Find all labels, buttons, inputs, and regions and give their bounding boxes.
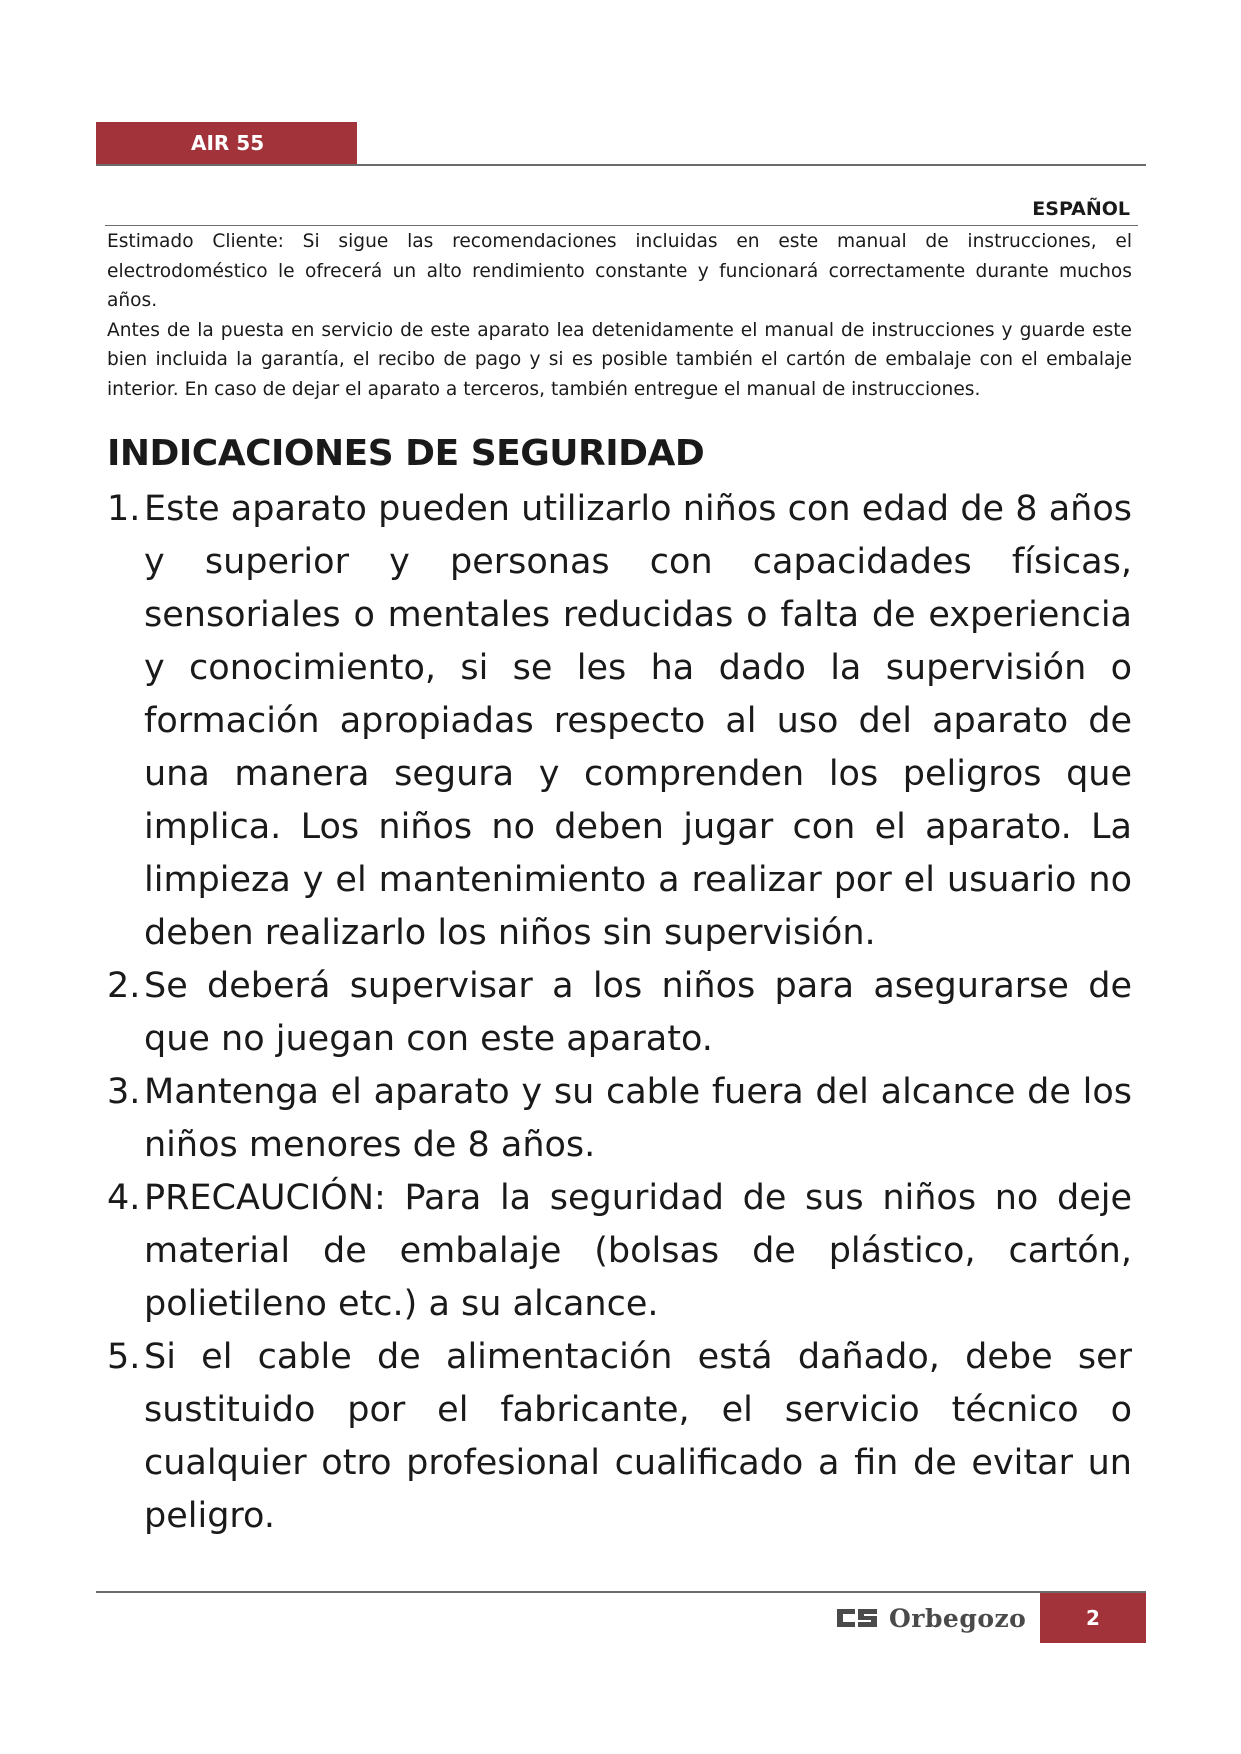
safety-section-title: INDICACIONES DE SEGURIDAD (107, 433, 705, 474)
safety-item-number: 1. (107, 489, 141, 529)
model-name: AIR 55 (191, 131, 265, 155)
safety-item-number: 2. (107, 966, 141, 1006)
safety-item-number: 5. (107, 1337, 141, 1377)
header-divider (96, 164, 1146, 166)
safety-item (107, 1172, 1132, 1331)
brand-logo (835, 1593, 1035, 1643)
safety-item-number: 4. (107, 1178, 141, 1218)
safety-item (107, 483, 1132, 960)
model-header-tab (96, 122, 357, 164)
safety-item (107, 1066, 1132, 1172)
safety-item-text: PRECAUCIÓN: Para la seguridad de sus niños no deje material de embalaje (bolsas de plástico, cartón, polietileno etc.) a su alcance. (144, 1178, 1132, 1324)
page-number-box (1040, 1593, 1146, 1643)
safety-item (107, 960, 1132, 1066)
intro-paragraph-1: Estimado Cliente: Si sigue las recomendaciones incluidas en este manual de instrucciones, el electrodoméstico le ofrecerá un alto rendimiento constante y funcionará correctamente durante muchos años. (107, 231, 1132, 311)
safety-list (107, 483, 1132, 1543)
brand-mark-icon (835, 1606, 879, 1630)
safety-item (107, 1331, 1132, 1543)
language-divider (105, 225, 1138, 226)
page-number: 2 (1086, 1606, 1100, 1630)
intro-section (107, 227, 1132, 404)
safety-item-text: Si el cable de alimentación está dañado, debe ser sustituido por el fabricante, el servicio técnico o cualquier otro profesional cualificado a fin de evitar un peligro. (144, 1337, 1132, 1536)
safety-item-number: 3. (107, 1072, 141, 1112)
safety-item-text: Mantenga el aparato y su cable fuera del alcance de los niños menores de 8 años. (144, 1072, 1132, 1165)
safety-item-text: Se deberá supervisar a los niños para asegurarse de que no juegan con este aparato. (144, 966, 1132, 1059)
language-label: ESPAÑOL (1032, 198, 1130, 220)
brand-wordmark: Orbegozo (889, 1603, 1027, 1633)
intro-paragraph-2: Antes de la puesta en servicio de este aparato lea detenidamente el manual de instrucciones y guarde este bien incluida la garantía, el recibo de pago y si es posible también el cartón de embalaje con el embalaje interior. En caso de dejar el aparato a terceros, también entregue el manual de instrucciones. (107, 319, 1132, 400)
safety-item-text: Este aparato pueden utilizarlo niños con edad de 8 años y superior y personas con capacidades físicas, sensoriales o mentales reducidas o falta de experiencia y conocimiento, si se les ha dado la supervisión o formación apropiadas respecto al uso del aparato de una manera segura y comprenden los peligros que implica. Los niños no deben jugar con el aparato. La limpieza y el mantenimiento a realizar por el usuario no deben realizarlo los niños sin supervisión. (144, 489, 1132, 953)
